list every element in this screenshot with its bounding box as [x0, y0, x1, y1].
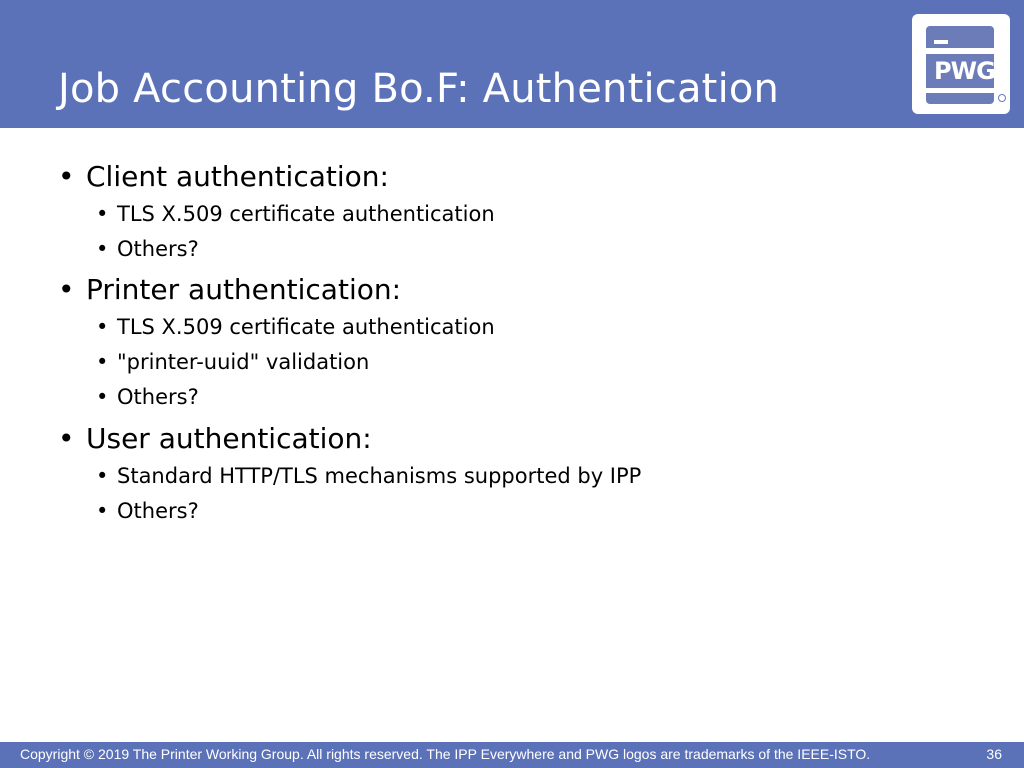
bullet-client-authentication: • Client authentication:	[58, 160, 389, 193]
sub-bullet: • Standard HTTP/TLS mechanisms supported by IPP	[96, 464, 642, 488]
bullet-icon: •	[96, 499, 109, 523]
sub-bullet: • Others?	[96, 237, 199, 261]
copyright-notice: Copyright © 2019 The Printer Working Group. All rights reserved. The IPP Everywhere and PWG logos are trademarks of the IEEE-ISTO.	[20, 746, 871, 762]
registered-mark-icon	[998, 94, 1006, 102]
bullet-icon: •	[96, 315, 109, 339]
bullet-icon: •	[96, 350, 109, 374]
sub-bullet: • TLS X.509 certificate authentication	[96, 202, 495, 226]
sub-bullet: • "printer-uuid" validation	[96, 350, 370, 374]
bullet-printer-authentication: • Printer authentication:	[58, 273, 402, 306]
page-number: 36	[986, 746, 1002, 762]
bullet-icon: •	[96, 202, 109, 226]
pwg-logo	[912, 14, 1010, 114]
slide-header	[0, 0, 1024, 128]
bullet-icon: •	[58, 273, 75, 306]
bullet-user-authentication: • User authentication:	[58, 422, 372, 455]
slide-footer	[0, 742, 1024, 768]
printer-icon	[926, 26, 994, 104]
bullet-icon: •	[96, 385, 109, 409]
bullet-icon: •	[96, 237, 109, 261]
logo-text: PWG	[934, 57, 995, 85]
bullet-icon: •	[58, 160, 75, 193]
bullet-icon: •	[58, 422, 75, 455]
sub-bullet: • Others?	[96, 499, 199, 523]
sub-bullet: • Others?	[96, 385, 199, 409]
slide-title: Job Accounting Bo.F: Authentication	[58, 66, 780, 112]
bullet-icon: •	[96, 464, 109, 488]
sub-bullet: • TLS X.509 certificate authentication	[96, 315, 495, 339]
